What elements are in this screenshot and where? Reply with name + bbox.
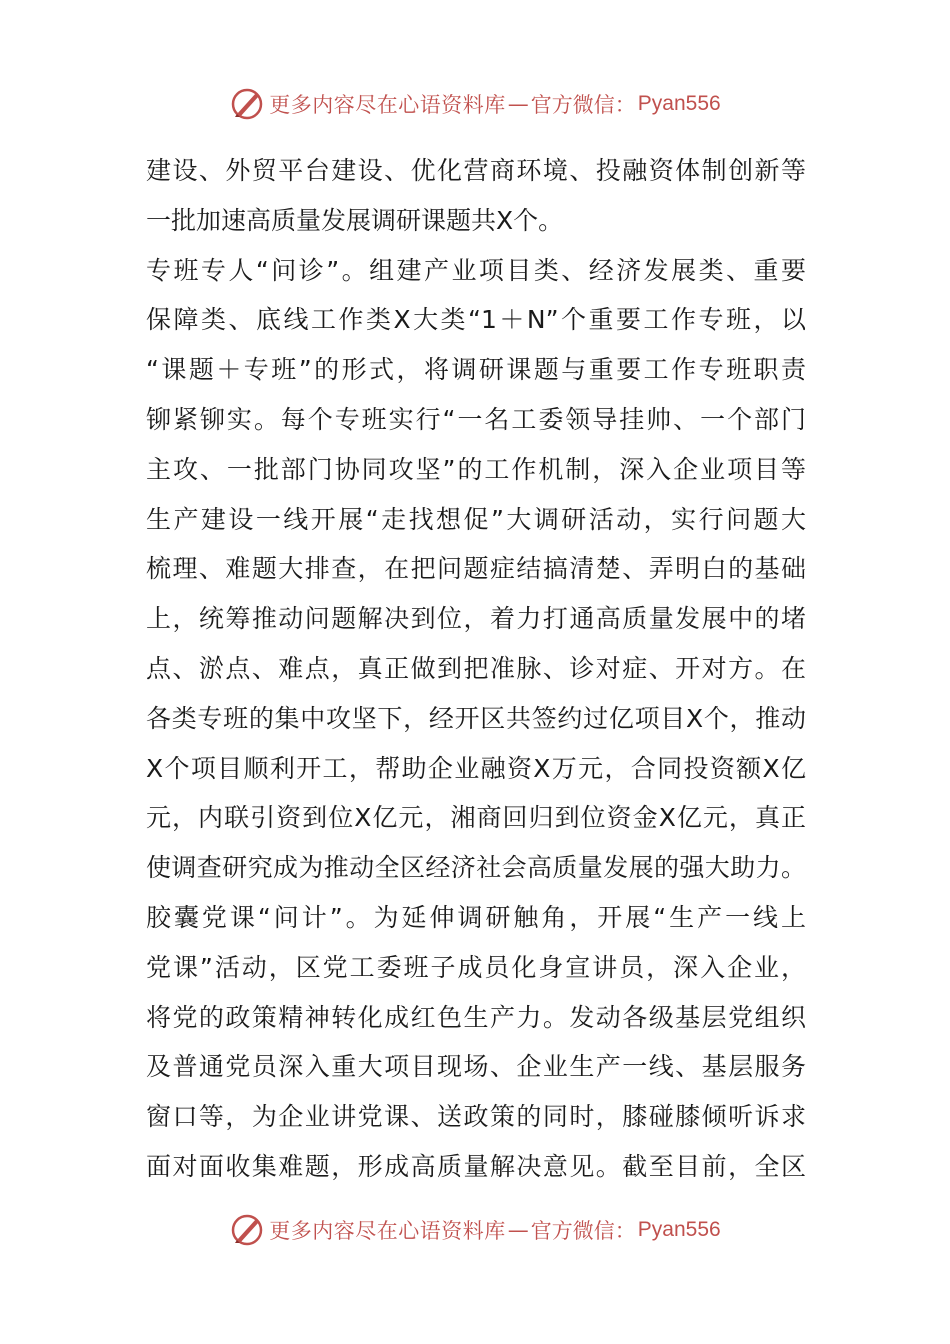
body-line: “课题＋专班”的形式，将调研课题与重要工作专班职责 (146, 355, 806, 385)
body-line: 铆紧铆实。每个专班实行“一名工委领导挂帅、一个部门 (146, 404, 806, 434)
header-watermark-banner (0, 84, 950, 124)
body-line: 窗口等，为企业讲党课、送政策的同时，膝碰膝倾听诉求 (146, 1102, 806, 1132)
banner-wechat-id: Pyan556 (637, 1218, 721, 1241)
body-line: 将党的政策精神转化成红色生产力。发动各级基层党组织 (146, 1002, 806, 1032)
banner-separator: — (507, 1218, 529, 1242)
body-line: 上，统筹推动问题解决到位，着力打通高质量发展中的堵 (146, 604, 806, 634)
banner-site-text: 更多内容尽在心语资料库 (269, 93, 506, 117)
footer-watermark-banner (0, 1210, 950, 1250)
banner-site-text: 更多内容尽在心语资料库 (269, 1219, 506, 1243)
body-line: 使调查研究成为推动全区经济社会高质量发展的强大助力。 (146, 853, 806, 883)
body-line: 面对面收集难题，形成高质量解决意见。截至目前，全区 (146, 1151, 806, 1181)
body-line: 及普通党员深入重大项目现场、企业生产一线、基层服务 (146, 1052, 806, 1082)
banner-separator: — (507, 92, 529, 116)
body-line: 生产建设一线开展“走找想促”大调研活动，实行问题大 (146, 504, 806, 534)
body-line: 各类专班的集中攻坚下，经开区共签约过亿项目X个，推动 (146, 703, 806, 733)
body-line: 元，内联引资到位X亿元，湘商回归到位资金X亿元，真正 (146, 803, 806, 833)
document-body (146, 146, 806, 1192)
banner-wechat-label: 官方微信： (530, 1219, 636, 1243)
pen-logo-icon (229, 1212, 265, 1248)
body-line: 专班专人“问诊”。组建产业项目类、经济发展类、重要 (146, 255, 806, 285)
banner-wechat-id: Pyan556 (637, 92, 721, 115)
body-line: 梳理、难题大排查，在把问题症结搞清楚、弄明白的基础 (146, 554, 806, 584)
body-line: 党课”活动，区党工委班子成员化身宣讲员，深入企业， (146, 952, 806, 982)
body-line: 一批加速高质量发展调研课题共X个。 (146, 205, 564, 235)
body-line: 主攻、一批部门协同攻坚”的工作机制，深入企业项目等 (146, 454, 806, 484)
body-line: 点、淤点、难点，真正做到把准脉、诊对症、开对方。在 (146, 653, 806, 683)
body-line: 建设、外贸平台建设、优化营商环境、投融资体制创新等 (146, 156, 806, 185)
banner-wechat-label: 官方微信： (530, 93, 636, 117)
pen-logo-icon (229, 86, 265, 122)
body-line: 胶囊党课“问计”。为延伸调研触角，开展“生产一线上 (146, 902, 806, 932)
body-line: X个项目顺利开工，帮助企业融资X万元，合同投资额X亿 (146, 753, 806, 783)
body-line: 保障类、底线工作类X大类“1＋N”个重要工作专班，以 (146, 305, 806, 335)
